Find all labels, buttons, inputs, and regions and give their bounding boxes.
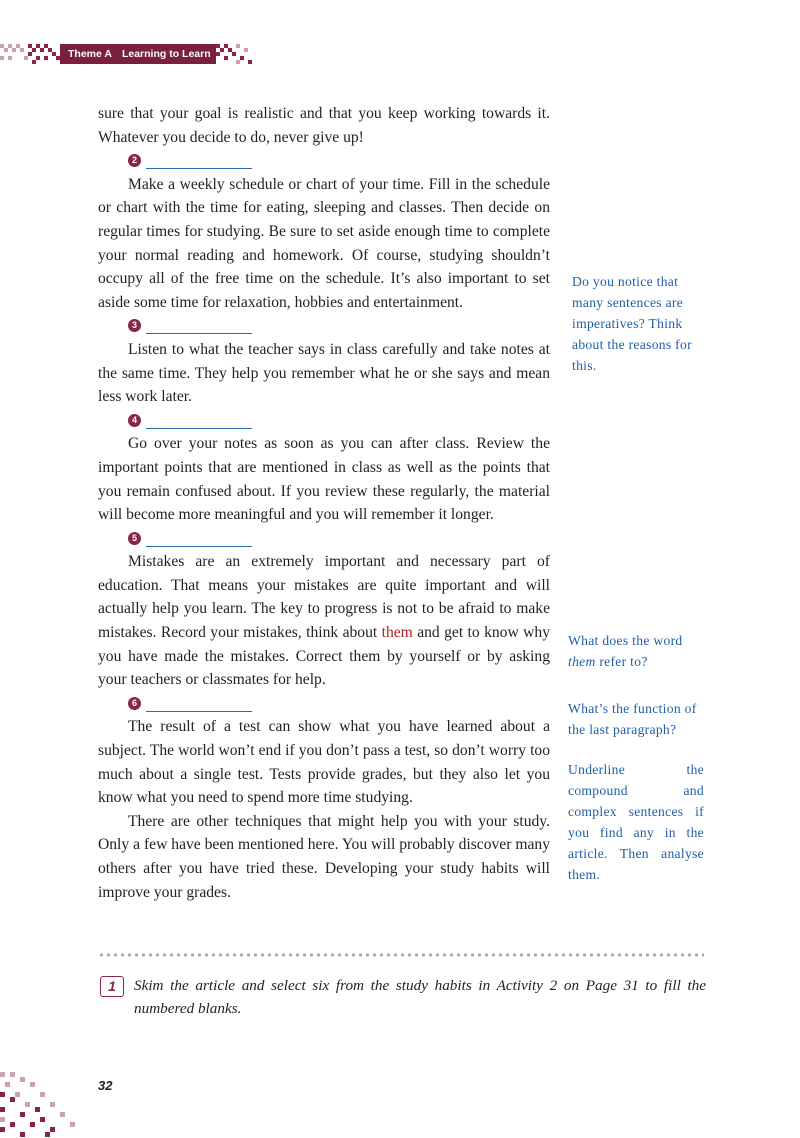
blank-line[interactable] (146, 319, 252, 334)
theme-title: Learning to Learn (121, 48, 211, 60)
page-number: 32 (98, 1078, 113, 1093)
side-note-text: What does the word (568, 633, 683, 648)
side-note-italic-word: them (568, 654, 596, 669)
number-circle: 5 (128, 532, 141, 545)
paragraph-4: Go over your notes as soon as you can after class. Review the important points that are mentioned in class as well as the points that you remain confused about. If you review these regularly, the material will become more meaningful and you will remember it longer. (98, 435, 550, 524)
number-circle: 6 (128, 697, 141, 710)
blank-line[interactable] (146, 154, 252, 169)
article-body (98, 102, 550, 904)
footer-pixel-decoration (0, 1068, 96, 1138)
theme-header (60, 44, 216, 64)
side-note-function: What’s the function of the last paragraph? (568, 701, 697, 737)
header-pixel-decoration (0, 40, 62, 68)
activity-badge (100, 976, 124, 996)
blank-2[interactable] (98, 149, 550, 173)
paragraph-2: Make a weekly schedule or chart of your time. Fill in the schedule or chart with the time for eating, sleeping and classes. Then decide on regular times for studying. Be sure to set aside enough time to complete your normal reading and homework. Of course, studying shouldn’t occupy all of the free time on the schedule. It’s also important to set aside some time for relaxation, hobbies and entertainment. (98, 175, 550, 311)
paragraph-7: There are other techniques that might help you with your study. Only a few have been mentioned here. You will probably discover many others after you have tried these. Developing your study habits will improve your grades. (98, 812, 550, 901)
paragraph-5-text-end: and get to know why you have made the mistakes. Correct them by yourself or by asking your teachers or classmates for help. (98, 624, 550, 689)
paragraph-1: sure that your goal is realistic and that you keep working towards it. Whatever you decide to do, never give up! (98, 105, 550, 146)
number-circle: 2 (128, 154, 141, 167)
side-note-compound: Underline the compound and complex sentences if you find any in the article. Then analyse them. (568, 762, 704, 882)
number-circle: 3 (128, 319, 141, 332)
activity-number: 1 (100, 976, 124, 997)
blank-6[interactable] (98, 692, 550, 716)
highlighted-word: them (381, 624, 413, 642)
blank-4[interactable] (98, 409, 550, 433)
dotted-divider (98, 952, 704, 958)
paragraph-3: Listen to what the teacher says in class carefully and take notes at the same time. They help you remember what he or she says and mean less work later. (98, 340, 550, 406)
paragraph-5 (98, 550, 550, 692)
theme-label: Theme A (68, 48, 112, 60)
paragraph-5-text: Mistakes are an extremely important and necessary part of education. That means your mistakes are quite important and will actually help you learn. The key to progress is not to be afraid to make mistakes. Record your mistakes, think about (98, 553, 550, 642)
blank-line[interactable] (146, 414, 252, 429)
number-circle: 4 (128, 414, 141, 427)
blank-line[interactable] (146, 697, 252, 712)
side-note-text-end: refer to? (595, 654, 648, 669)
side-note-them (568, 630, 704, 672)
header-pixel-tail (216, 40, 256, 68)
side-note-imperatives: Do you notice that many sentences are imperatives? Think about the reasons for this. (572, 274, 692, 373)
blank-line[interactable] (146, 532, 252, 547)
blank-5[interactable] (98, 527, 550, 551)
activity-instruction: Skim the article and select six from the study habits in Activity 2 on Page 31 to fill the numbered blanks. (134, 977, 706, 1017)
paragraph-6: The result of a test can show what you have learned about a subject. The world won’t end if you don’t pass a test, so don’t worry too much about a single test. Tests provide grades, but they also let you know what you need to spend more time studying. (98, 718, 550, 807)
blank-3[interactable] (98, 314, 550, 338)
